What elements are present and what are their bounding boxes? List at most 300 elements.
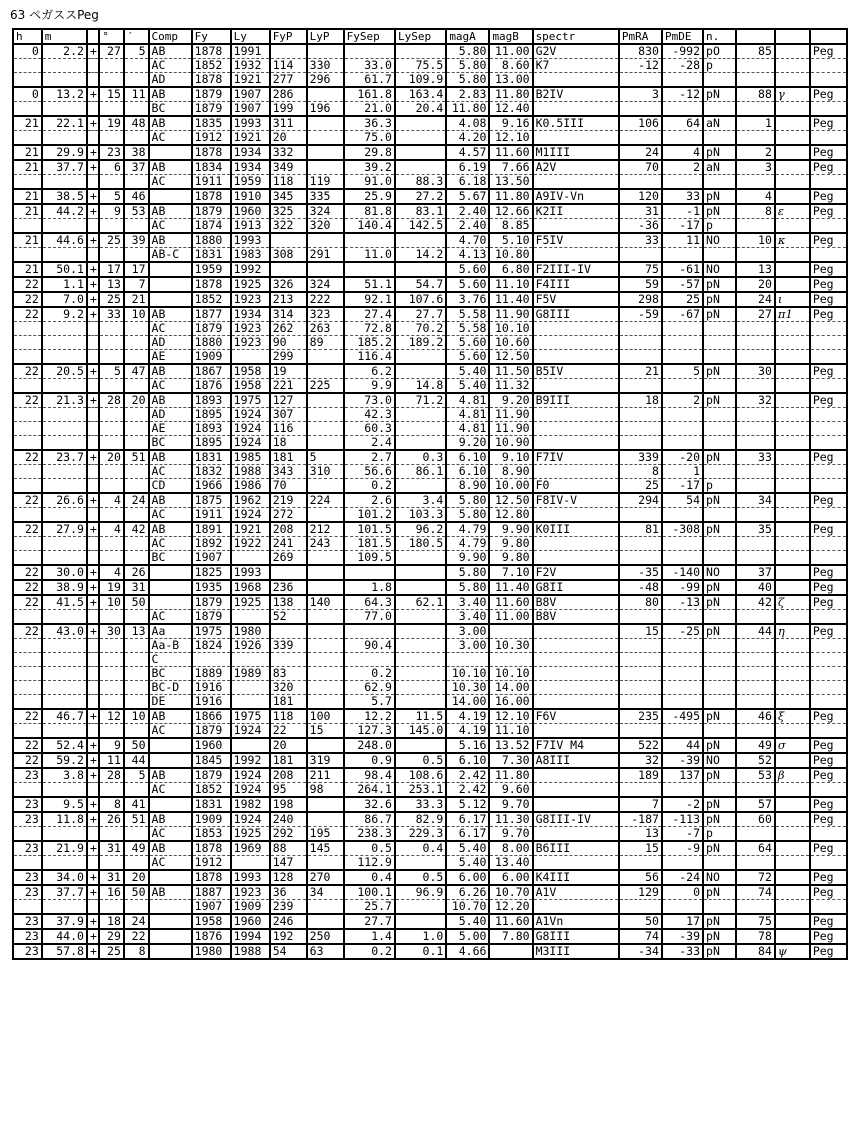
cell-first-pa: 147 [270,856,307,871]
cell-spectrum: A2V [533,160,619,175]
cell-mag-a: 4.79 [446,537,489,551]
cell-note: pN [703,493,736,508]
cell-mag-b: 7.66 [489,160,532,175]
cell-pm-ra: 8 [619,465,662,479]
cell-sign: + [87,160,99,175]
cell-degree: 12 [99,709,124,724]
cell-last-pa: 243 [307,537,344,551]
cell-arcmin: 20 [124,393,149,408]
table-row [13,73,847,88]
cell-mag-a: 4.57 [446,145,489,160]
cell-note [703,350,736,365]
cell-comp: AB [149,204,192,219]
cell-minute: 30.0 [42,565,87,580]
cell-last-year [231,610,270,625]
cell-empty [87,350,99,365]
cell-last-sep: 0.1 [395,944,446,959]
cell-first-pa: 332 [270,145,307,160]
cell-degree: 31 [99,841,124,856]
cell-note: pN [703,738,736,753]
cell-comp [149,262,192,277]
cell-arcmin: 7 [124,277,149,292]
table-row [13,610,847,625]
cell-empty [736,827,775,842]
cell-minute: 2.2 [42,44,87,59]
cell-empty [810,102,847,117]
cell-empty [87,422,99,436]
cell-last-year: 1960 [231,204,270,219]
cell-last-pa [307,145,344,160]
cell-note: p [703,479,736,494]
cell-empty [87,219,99,234]
cell-last-sep [395,580,446,595]
table-body [13,44,847,959]
cell-first-pa [270,565,307,580]
cell-comp: AB [149,841,192,856]
cell-last-pa: 291 [307,248,344,263]
cell-degree: 19 [99,580,124,595]
cell-first-pa [270,44,307,59]
cell-empty [13,422,42,436]
cell-pm-de [662,131,703,146]
cell-pm-ra: 81 [619,522,662,537]
cell-spectrum: G2V [533,44,619,59]
cell-mag-a: 11.80 [446,102,489,117]
cell-last-sep [395,116,446,131]
cell-empty [13,827,42,842]
cell-pm-de: -2 [662,797,703,812]
cell-last-year: 1934 [231,145,270,160]
cell-pm-ra: -187 [619,812,662,827]
cell-first-year: 1895 [192,408,231,422]
cell-arcmin: 10 [124,709,149,724]
cell-pm-de: -992 [662,44,703,59]
cell-mag-b: 10.80 [489,248,532,263]
cell-spectrum [533,408,619,422]
cell-last-pa: 270 [307,870,344,885]
cell-empty [124,695,149,710]
cell-hour: 22 [13,565,42,580]
table-row [13,336,847,350]
table-row [13,145,847,160]
cell-empty [42,59,87,73]
cell-mag-b: 8.90 [489,465,532,479]
cell-empty [42,422,87,436]
cell-last-sep: 86.1 [395,465,446,479]
cell-empty [13,350,42,365]
cell-empty [124,465,149,479]
cell-last-pa [307,856,344,871]
cell-last-sep [395,856,446,871]
cell-mag-b: 9.16 [489,116,532,131]
cell-arcmin: 13 [124,624,149,639]
cell-comp: AC [149,508,192,523]
cell-empty [736,639,775,653]
cell-mag-b: 11.30 [489,812,532,827]
cell-hour: 21 [13,204,42,219]
cell-mag-a: 5.80 [446,493,489,508]
cell-minute: 23.7 [42,450,87,465]
cell-spectrum [533,131,619,146]
cell-mag-a: 5.80 [446,565,489,580]
cell-empty [736,551,775,566]
cell-first-pa: 138 [270,595,307,610]
cell-first-year: 1895 [192,436,231,451]
cell-comp [149,738,192,753]
cell-arcmin: 51 [124,812,149,827]
cell-comp [149,189,192,204]
cell-pm-ra: 59 [619,277,662,292]
cell-empty [810,783,847,798]
cell-pm-ra: 522 [619,738,662,753]
cell-flamsteed: 3 [736,160,775,175]
cell-note: p [703,827,736,842]
cell-constellation: Peg [810,812,847,827]
cell-note: NO [703,262,736,277]
cell-hour: 23 [13,797,42,812]
cell-spectrum: F5V [533,292,619,307]
cell-empty [99,336,124,350]
cell-pm-de [662,175,703,190]
cell-empty [42,724,87,739]
cell-empty [736,59,775,73]
cell-last-sep [395,145,446,160]
cell-empty [124,59,149,73]
cell-mag-a: 5.40 [446,364,489,379]
cell-mag-a: 2.40 [446,219,489,234]
cell-last-pa [307,653,344,667]
cell-pm-ra: -48 [619,580,662,595]
cell-mag-a: 6.10 [446,450,489,465]
cell-comp: AB [149,812,192,827]
cell-flamsteed: 78 [736,929,775,944]
cell-last-sep [395,160,446,175]
cell-hour: 21 [13,189,42,204]
cell-minute: 43.0 [42,624,87,639]
cell-spectrum [533,248,619,263]
column-header [87,29,99,44]
cell-empty [99,653,124,667]
cell-arcmin: 38 [124,145,149,160]
cell-empty [42,219,87,234]
cell-mag-b: 14.00 [489,681,532,695]
cell-mag-a: 5.80 [446,73,489,88]
cell-last-year: 1983 [231,248,270,263]
cell-empty [775,856,810,871]
cell-mag-a: 10.70 [446,900,489,915]
cell-note [703,724,736,739]
cell-mag-a: 6.17 [446,827,489,842]
cell-mag-a: 3.76 [446,292,489,307]
double-star-table-container [12,28,848,960]
cell-pm-ra [619,175,662,190]
cell-sign: + [87,145,99,160]
cell-last-year: 1993 [231,870,270,885]
cell-mag-a: 5.40 [446,379,489,394]
cell-first-sep: 6.2 [344,364,395,379]
table-row [13,724,847,739]
cell-last-pa [307,350,344,365]
cell-bayer: ε [775,204,810,219]
cell-first-pa: 221 [270,379,307,394]
cell-mag-a: 2.42 [446,768,489,783]
table-row [13,116,847,131]
cell-comp: AC [149,131,192,146]
cell-comp [149,797,192,812]
cell-empty [810,827,847,842]
cell-empty [736,681,775,695]
cell-empty [124,219,149,234]
cell-first-pa: 199 [270,102,307,117]
cell-flamsteed: 33 [736,450,775,465]
table-row [13,695,847,710]
cell-first-sep: 81.8 [344,204,395,219]
cell-first-sep: 11.0 [344,248,395,263]
cell-sign: + [87,595,99,610]
cell-constellation: Peg [810,929,847,944]
cell-empty [42,465,87,479]
cell-empty [13,465,42,479]
cell-empty [13,102,42,117]
cell-empty [124,422,149,436]
cell-empty [810,681,847,695]
cell-degree: 11 [99,753,124,768]
cell-empty [775,219,810,234]
cell-pm-ra [619,508,662,523]
cell-pm-de: -67 [662,307,703,322]
column-header: Comp [149,29,192,44]
cell-constellation: Peg [810,145,847,160]
cell-first-pa: 95 [270,783,307,798]
cell-last-sep: 0.4 [395,841,446,856]
cell-last-year: 1909 [231,900,270,915]
cell-degree: 13 [99,277,124,292]
page-title: 63 ペガススPeg [10,8,99,22]
cell-mag-a: 5.00 [446,929,489,944]
cell-empty [87,59,99,73]
cell-sign: + [87,914,99,929]
cell-empty [42,73,87,88]
table-row [13,870,847,885]
cell-empty [42,610,87,625]
cell-empty [810,465,847,479]
cell-degree: 16 [99,885,124,900]
cell-last-year: 1925 [231,827,270,842]
cell-empty [42,856,87,871]
cell-spectrum: B5IV [533,364,619,379]
cell-pm-de: 25 [662,292,703,307]
cell-mag-b: 9.70 [489,827,532,842]
cell-first-year: 1909 [192,812,231,827]
cell-mag-b: 11.40 [489,580,532,595]
cell-last-pa: 320 [307,219,344,234]
cell-comp: AC [149,219,192,234]
cell-note: pN [703,364,736,379]
cell-arcmin: 44 [124,753,149,768]
cell-flamsteed: 60 [736,812,775,827]
cell-mag-b: 11.00 [489,44,532,59]
cell-first-year: 1876 [192,379,231,394]
cell-pm-de: -17 [662,479,703,494]
cell-last-pa [307,551,344,566]
cell-last-pa [307,233,344,248]
cell-note: NO [703,753,736,768]
cell-comp: AC [149,610,192,625]
cell-spectrum: B8V [533,595,619,610]
cell-comp: AB [149,87,192,102]
cell-pm-ra: 32 [619,753,662,768]
cell-pm-de: 33 [662,189,703,204]
cell-mag-a: 8.90 [446,479,489,494]
cell-minute: 50.1 [42,262,87,277]
cell-empty [736,653,775,667]
cell-mag-a: 3.40 [446,595,489,610]
cell-first-year: 1874 [192,219,231,234]
cell-first-year: 1879 [192,102,231,117]
cell-note: pN [703,797,736,812]
table-row [13,580,847,595]
cell-first-sep: 29.8 [344,145,395,160]
cell-first-pa: 118 [270,175,307,190]
cell-first-sep [344,233,395,248]
cell-pm-ra [619,322,662,336]
cell-first-sep: 5.7 [344,695,395,710]
column-header: Fy [192,29,231,44]
cell-bayer [775,522,810,537]
cell-first-pa: 343 [270,465,307,479]
cell-bayer: ξ [775,709,810,724]
cell-flamsteed: 24 [736,292,775,307]
cell-first-sep: 21.0 [344,102,395,117]
table-row [13,753,847,768]
cell-pm-ra [619,900,662,915]
cell-comp: AB [149,885,192,900]
cell-comp: AB [149,233,192,248]
cell-minute: 3.8 [42,768,87,783]
column-header: LySep [395,29,446,44]
cell-spectrum [533,695,619,710]
cell-mag-b: 16.00 [489,695,532,710]
cell-first-sep: 91.0 [344,175,395,190]
cell-mag-a: 4.08 [446,116,489,131]
cell-last-year: 1907 [231,102,270,117]
cell-spectrum: B8V [533,610,619,625]
cell-comp [149,914,192,929]
cell-first-pa: 272 [270,508,307,523]
cell-last-year: 1924 [231,436,270,451]
cell-spectrum [533,379,619,394]
cell-last-year: 1988 [231,465,270,479]
cell-empty [810,900,847,915]
cell-mag-b: 12.50 [489,493,532,508]
cell-mag-b: 11.80 [489,87,532,102]
cell-first-pa: 246 [270,914,307,929]
cell-pm-de: -20 [662,450,703,465]
column-header [810,29,847,44]
cell-first-pa: 299 [270,350,307,365]
cell-empty [124,248,149,263]
cell-constellation: Peg [810,738,847,753]
cell-empty [775,551,810,566]
cell-empty [87,856,99,871]
cell-pm-de: 64 [662,116,703,131]
cell-pm-ra: 106 [619,116,662,131]
cell-note: pN [703,204,736,219]
cell-last-pa [307,900,344,915]
cell-pm-ra [619,408,662,422]
cell-last-sep: 0.5 [395,753,446,768]
cell-last-year: 1925 [231,595,270,610]
cell-pm-ra: 235 [619,709,662,724]
cell-comp: AB [149,493,192,508]
cell-hour: 22 [13,493,42,508]
cell-spectrum [533,175,619,190]
cell-degree: 5 [99,189,124,204]
cell-spectrum: M3III [533,944,619,959]
cell-pm-ra [619,350,662,365]
cell-empty [775,336,810,350]
cell-sign: + [87,580,99,595]
cell-pm-ra: 294 [619,493,662,508]
cell-sign: + [87,44,99,59]
cell-empty [810,695,847,710]
cell-sign: + [87,233,99,248]
cell-comp: AC [149,783,192,798]
cell-first-pa [270,653,307,667]
cell-pm-ra [619,379,662,394]
cell-minute: 29.9 [42,145,87,160]
cell-arcmin: 22 [124,929,149,944]
table-header-row [13,29,847,44]
table-row [13,248,847,263]
cell-mag-b: 9.90 [489,522,532,537]
cell-first-sep: 0.5 [344,841,395,856]
cell-note [703,436,736,451]
cell-first-sep: 0.2 [344,667,395,681]
cell-arcmin: 39 [124,233,149,248]
cell-flamsteed: 42 [736,595,775,610]
cell-empty [124,856,149,871]
cell-hour: 23 [13,768,42,783]
cell-sign: + [87,624,99,639]
table-row [13,537,847,551]
cell-last-sep [395,551,446,566]
cell-first-pa: 208 [270,768,307,783]
cell-note: pN [703,277,736,292]
cell-last-sep: 54.7 [395,277,446,292]
cell-last-pa: 5 [307,450,344,465]
cell-last-year: 1925 [231,277,270,292]
cell-empty [99,695,124,710]
cell-last-sep [395,233,446,248]
cell-hour: 22 [13,753,42,768]
cell-note: pN [703,522,736,537]
cell-first-pa [270,624,307,639]
cell-note: pN [703,812,736,827]
cell-pm-ra: 74 [619,929,662,944]
cell-mag-a: 4.19 [446,709,489,724]
cell-last-year: 1968 [231,580,270,595]
cell-note: pN [703,885,736,900]
table-row [13,450,847,465]
cell-last-pa [307,914,344,929]
cell-degree: 33 [99,307,124,322]
cell-empty [736,436,775,451]
cell-mag-b: 11.90 [489,408,532,422]
cell-pm-ra: 15 [619,841,662,856]
cell-arcmin: 47 [124,364,149,379]
cell-first-year: 1878 [192,277,231,292]
